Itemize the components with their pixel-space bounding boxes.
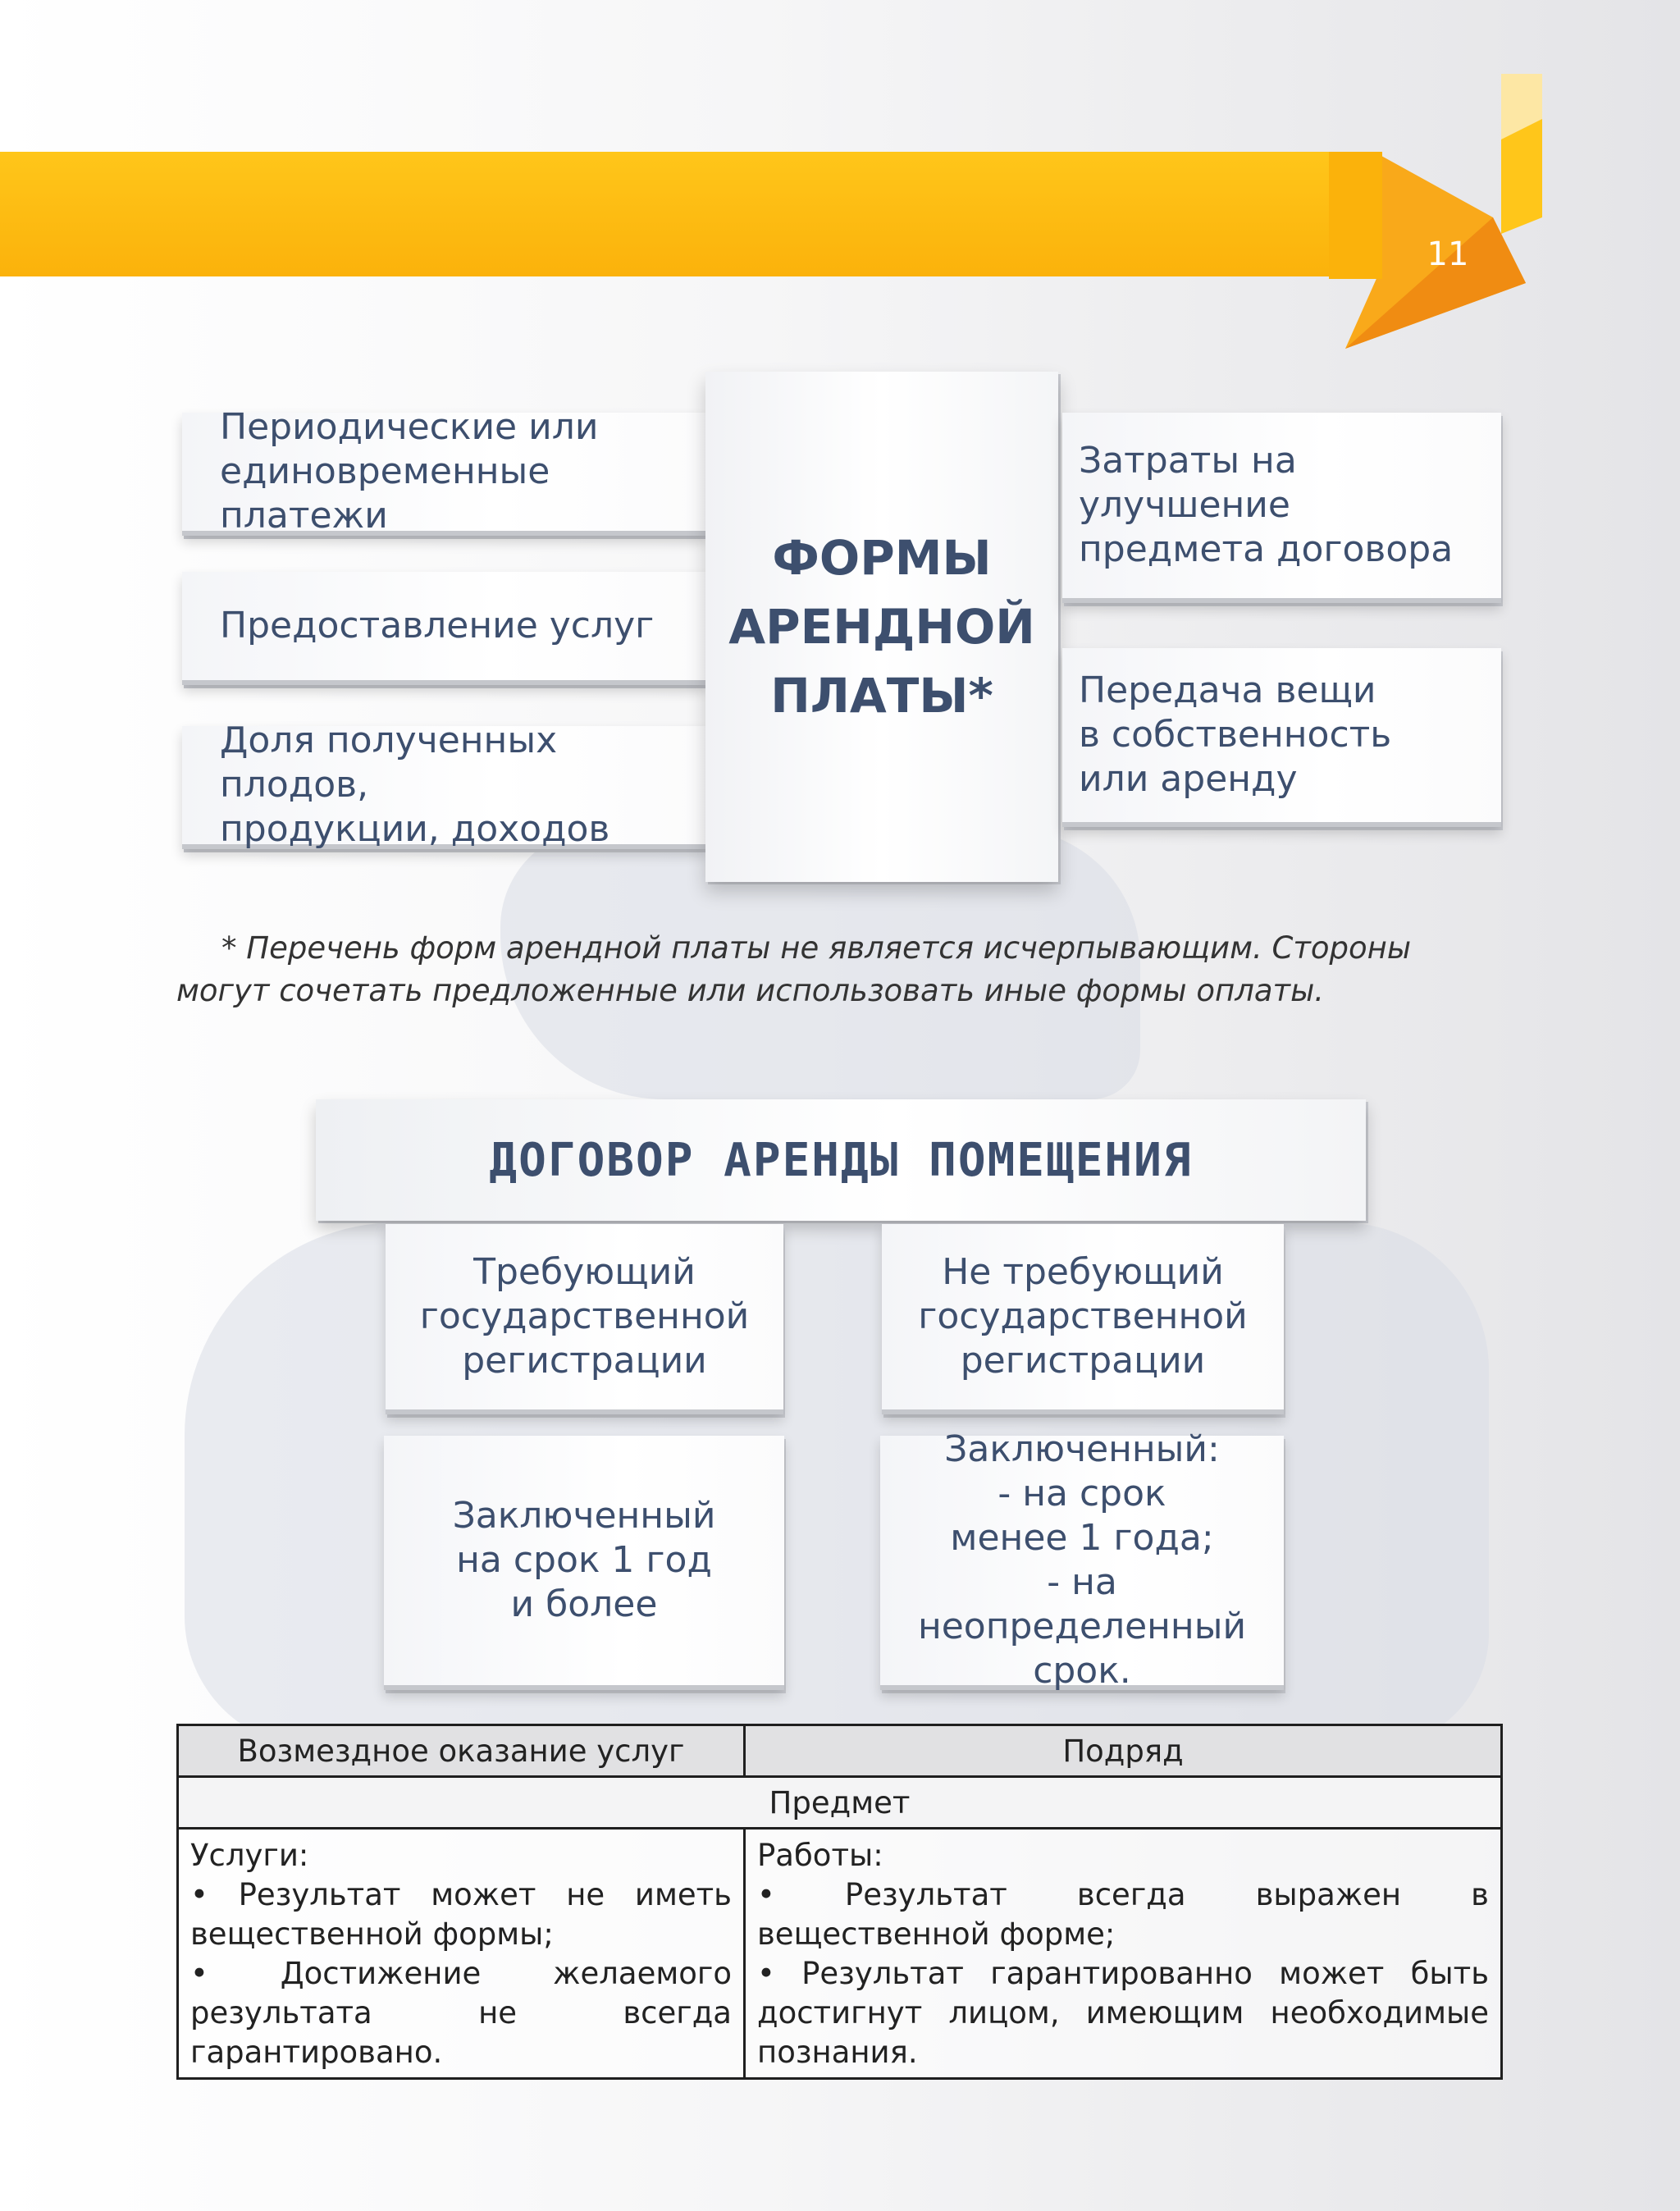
rent-forms-title: ФОРМЫ АРЕНДНОЙ ПЛАТЫ* <box>728 530 1035 724</box>
lease-title-box <box>316 1099 1366 1221</box>
rent-forms-title-box <box>705 372 1058 882</box>
lease-no-registration <box>882 1224 1284 1414</box>
services-title: Услуги: <box>190 1838 309 1873</box>
map-background-bottom <box>185 1222 1489 1747</box>
contract-title: Работы: <box>757 1838 883 1873</box>
contract-item: • Результат гарантированно может быть достигнут лицом, имеющим необходимые познания. <box>757 1956 1489 2070</box>
form-transfer-of-property <box>1062 648 1501 827</box>
contract-cell <box>745 1829 1502 2079</box>
header-services: Возмездное оказание услуг <box>178 1725 745 1777</box>
contract-item: • Результат всегда выражен в вещественной форме; <box>757 1877 1489 1952</box>
lease-no-registration-label: Не требующий государственной регистрации <box>918 1251 1248 1382</box>
services-item: • Результат может не иметь вещественной формы; <box>190 1877 732 1952</box>
form-services <box>182 572 707 685</box>
form-share-of-income <box>182 719 707 850</box>
form-improvement-costs <box>1062 413 1501 603</box>
form-services-label: Предоставление услуг <box>220 605 655 646</box>
subject-label: Предмет <box>178 1777 1502 1829</box>
form-periodic-payments-label: Периодические или единовременные платежи <box>220 406 599 537</box>
form-transfer-of-property-label: Передача вещи в собственность или аренду <box>1079 669 1392 800</box>
lease-requires-registration <box>386 1224 783 1414</box>
forms-footnote: * Перечень форм арендной платы не является исчерпывающим. Стороны могут сочетать предложенные или использовать иные формы оплаты. <box>176 930 1412 1008</box>
table-row <box>178 1829 1502 2079</box>
comparison-table <box>176 1724 1503 2080</box>
form-periodic-payments <box>182 406 707 537</box>
table-header-row <box>178 1725 1502 1777</box>
services-cell <box>178 1829 745 2079</box>
page-number: 11 <box>1427 235 1469 273</box>
lease-term-long <box>384 1436 784 1690</box>
lease-term-short-label: Заключенный: - на срок менее 1 года; - на неопределенный срок. <box>917 1428 1247 1692</box>
services-item: • Достижение желаемого результата не всегда гарантировано. <box>190 1956 732 2070</box>
header-contract: Подряд <box>745 1725 1502 1777</box>
form-share-of-income-label: Доля полученных плодов, продукции, доходов <box>220 719 610 850</box>
ribbon-fold-icon <box>1329 74 1542 353</box>
lease-term-long-label: Заключенный на срок 1 год и более <box>452 1495 716 1625</box>
table-subject-row <box>178 1777 1502 1829</box>
form-improvement-costs-label: Затраты на улучшение предмета договора <box>1079 440 1454 570</box>
lease-title: ДОГОВОР АРЕНДЫ ПОМЕЩЕНИЯ <box>489 1133 1193 1187</box>
lease-term-short <box>880 1428 1284 1692</box>
header-ribbon <box>0 152 1382 276</box>
lease-requires-registration-label: Требующий государственной регистрации <box>419 1251 750 1382</box>
